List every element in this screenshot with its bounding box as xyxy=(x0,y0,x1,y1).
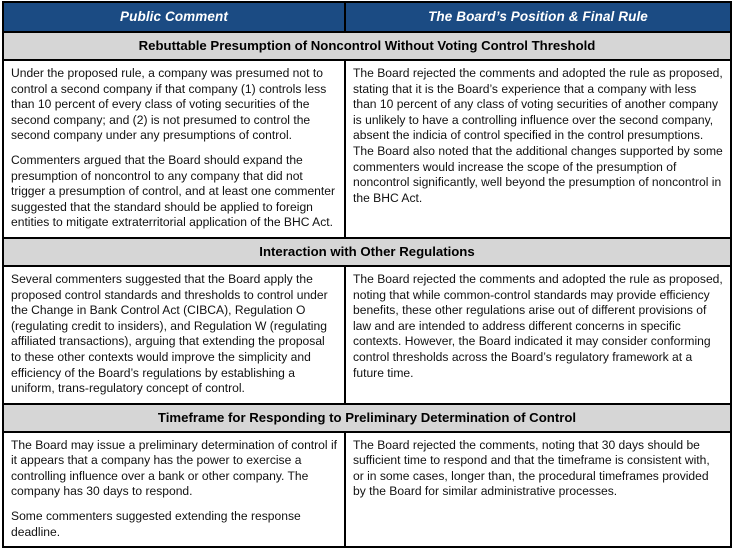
column-header-public-comment: Public Comment xyxy=(3,2,345,32)
cell-board-position-0 xyxy=(345,60,731,238)
table-row xyxy=(3,266,731,404)
public-comment-table xyxy=(2,1,732,548)
paragraph: Commenters argued that the Board should expand the presumption of noncontrol to any company that did not trigger a presumption of control, and at least one commenter suggested that the standard should be applied to foreign entities to mitigate extraterritorial application of the BHC Act. xyxy=(11,152,336,230)
section-band-row xyxy=(3,404,731,432)
section-band-label-1: Interaction with Other Regulations xyxy=(3,238,731,266)
cell-public-comment-2 xyxy=(3,432,345,548)
section-band-row xyxy=(3,32,731,60)
section-band-label-2: Timeframe for Responding to Preliminary Determination of Control xyxy=(3,404,731,432)
paragraph: Under the proposed rule, a company was presumed not to control a second company if that company (1) controls less than 10 percent of every class of voting securities of the second company; and (2) is not presumed to control the second company under any presumptions of control. xyxy=(11,66,327,143)
cell-public-comment-0 xyxy=(3,60,345,238)
paragraph: The Board may issue a preliminary determination of control if it appears that a company has the power to exercise a controlling influence over a bank or other company. The company has 30 days to respond. xyxy=(11,437,338,499)
paragraph: The Board rejected the comments, noting that 30 days should be sufficient time to respond and that the timeframe is consistent with, or in some cases, longer than, the procedural timeframes provided by the Board for similar administrative processes. xyxy=(353,437,710,499)
table-body xyxy=(3,2,731,547)
paragraph: Several commenters suggested that the Board apply the proposed control standards and thresholds to control under the Change in Bank Control Act (CIBCA), Regulation O (regulating credit to insiders), and Regulation W (regulating affiliated transactions), arguing that extending the proposal to these other contexts would improve the simplicity and efficiency of the Board’s regulations by establishing a uniform, trans-regulatory concept of control. xyxy=(11,271,328,396)
cell-board-position-2 xyxy=(345,432,731,548)
paragraph: The Board rejected the comments and adopted the rule as proposed, noting that while common-control standards may provide efficiency benefits, these other regulations arise out of different provisions of law and are intended to address different concerns in specific contexts. However, the Board indicated it may consider conforming control thresholds across the Board’s regulatory framework at a future time. xyxy=(353,271,723,380)
table-row xyxy=(3,60,731,238)
column-header-board-position: The Board’s Position & Final Rule xyxy=(345,2,731,32)
cell-public-comment-1 xyxy=(3,266,345,404)
table-header-row xyxy=(3,2,731,32)
table-row xyxy=(3,432,731,548)
section-band-row xyxy=(3,238,731,266)
paragraph: Some commenters suggested extending the response deadline. xyxy=(11,509,301,539)
section-band-label-0: Rebuttable Presumption of Noncontrol Without Voting Control Threshold xyxy=(3,32,731,60)
cell-board-position-1 xyxy=(345,266,731,404)
paragraph: The Board rejected the comments and adopted the rule as proposed, stating that it is the Board’s experience that a company with less than 10 percent of any class of voting securities of another company is unlikely to have a controlling influence over the second company, absent the indicia of control specified in the control presumptions. The Board also noted that the additional changes supported by some commenters would increase the scope of the presumption of noncontrol significantly, well beyond the presumption of noncontrol in the BHC Act. xyxy=(353,66,723,205)
